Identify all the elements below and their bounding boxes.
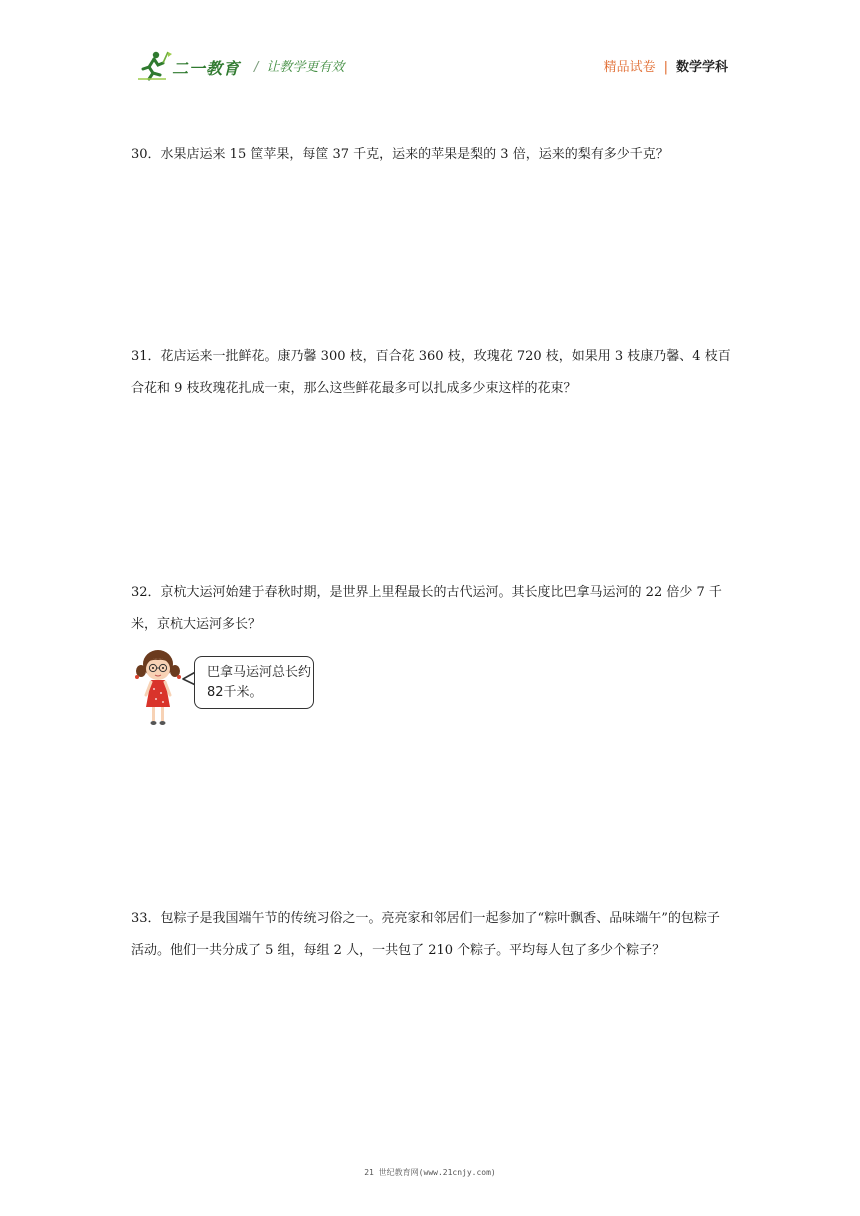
page-header xyxy=(136,48,728,82)
speech-bubble-text: 巴拿马运河总长约82千米。 xyxy=(207,665,312,700)
logo-text: 二一教育 xyxy=(172,59,241,78)
speech-bubble xyxy=(194,656,314,709)
subject-label: 数学学科 xyxy=(675,60,728,75)
header-separator: | xyxy=(663,60,668,75)
page-footer: 21 世纪教育网(www.21cnjy.com) xyxy=(364,1168,496,1177)
question-31: 31．花店运来一批鲜花。康乃馨 300 枝，百合花 360 枝，玫瑰花 720 枝，如果用 3 枝康乃馨、4 枝百合花和 9 枝玫瑰花扎成一束，那么这些鲜花最多可以扎成多少束这样的花束？ xyxy=(131,349,731,396)
question-30: 30．水果店运来 15 筐苹果，每筐 37 千克，运来的苹果是梨的 3 倍，运来的梨有多少千克？ xyxy=(131,147,669,162)
runner-logo-icon xyxy=(136,48,172,82)
question-32: 32．京杭大运河始建于春秋时期，是世界上里程最长的古代运河。其长度比巴拿马运河的 22 倍少 7 千米，京杭大运河多长？ xyxy=(131,585,722,632)
slogan-text: 让教学更有效 xyxy=(266,60,345,75)
girl-icon xyxy=(132,647,192,729)
brand-logo xyxy=(136,48,246,82)
girl-speech-illustration xyxy=(132,647,322,729)
slogan xyxy=(254,56,344,75)
slogan-divider: / xyxy=(254,60,259,75)
category-label: 精品试卷 xyxy=(603,60,656,75)
header-subject-info xyxy=(604,56,728,75)
question-33: 33．包粽子是我国端午节的传统习俗之一。亮亮家和邻居们一起参加了“粽叶飘香、品味端午”的包粽子活动。他们一共分成了 5 组，每组 2 人，一共包了 210 个粽子。平均每人包了多少个粽子？ xyxy=(131,911,720,958)
